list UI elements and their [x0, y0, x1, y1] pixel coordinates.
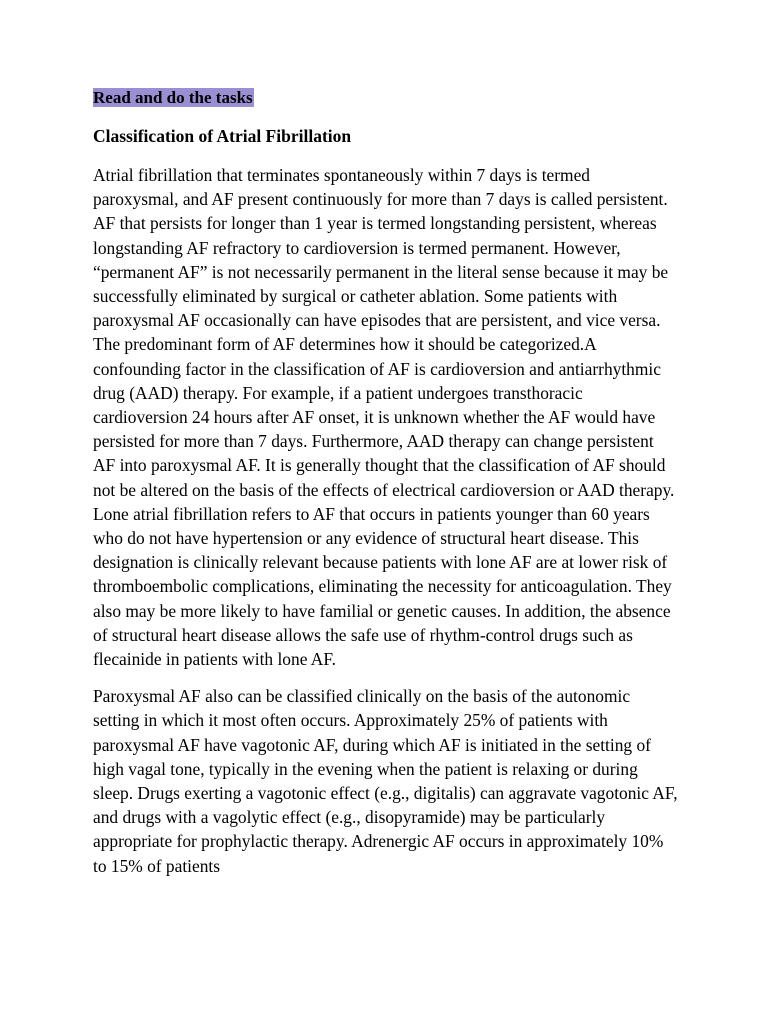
task-heading	[93, 86, 678, 110]
paragraph-1: Atrial fibrillation that terminates spontaneously within 7 days is termed paroxysmal, and AF present continuously for more than 7 days is called persistent. AF that persists for longer than 1 year is termed longstanding persistent, whereas longstanding AF refractory to cardioversion is termed permanent. However, “permanent AF” is not necessarily permanent in the literal sense because it may be successfully eliminated by surgical or catheter ablation. Some patients with paroxysmal AF occasionally can have episodes that are persistent, and vice versa. The predominant form of AF determines how it should be categorized.A confounding factor in the classification of AF is cardioversion and antiarrhythmic drug (AAD) therapy. For example, if a patient undergoes transthoracic cardioversion 24 hours after AF onset, it is unknown whether the AF would have persisted for more than 7 days. Furthermore, AAD therapy can change persistent AF into paroxysmal AF. It is generally thought that the classification of AF should not be altered on the basis of the effects of electrical cardioversion or AAD therapy. Lone atrial fibrillation refers to AF that occurs in patients younger than 60 years who do not have hypertension or any evidence of structural heart disease. This designation is clinically relevant because patients with lone AF are at lower risk of thromboembolic complications, eliminating the necessity for anticoagulation. They also may be more likely to have familial or genetic causes. In addition, the absence of structural heart disease allows the safe use of rhythm-control drugs such as flecainide in patients with lone AF.	[93, 165, 675, 670]
paragraph-2: Paroxysmal AF also can be classified clinically on the basis of the autonomic setting in which it most often occurs. Approximately 25% of patients with paroxysmal AF have vagotonic AF, during which AF is initiated in the setting of high vagal tone, typically in the evening when the patient is relaxing or during sleep. Drugs exerting a vagotonic effect (e.g., digitalis) can aggravate vagotonic AF, and drugs with a vagolytic effect (e.g., disopyramide) may be particularly appropriate for prophylactic therapy. Adrenergic AF occurs in approximately 10% to 15% of patients	[93, 686, 678, 876]
section-title: Classification of Atrial Fibrillation	[93, 126, 352, 146]
document-page	[93, 86, 678, 878]
task-heading-highlight: Read and do the tasks	[93, 88, 253, 107]
